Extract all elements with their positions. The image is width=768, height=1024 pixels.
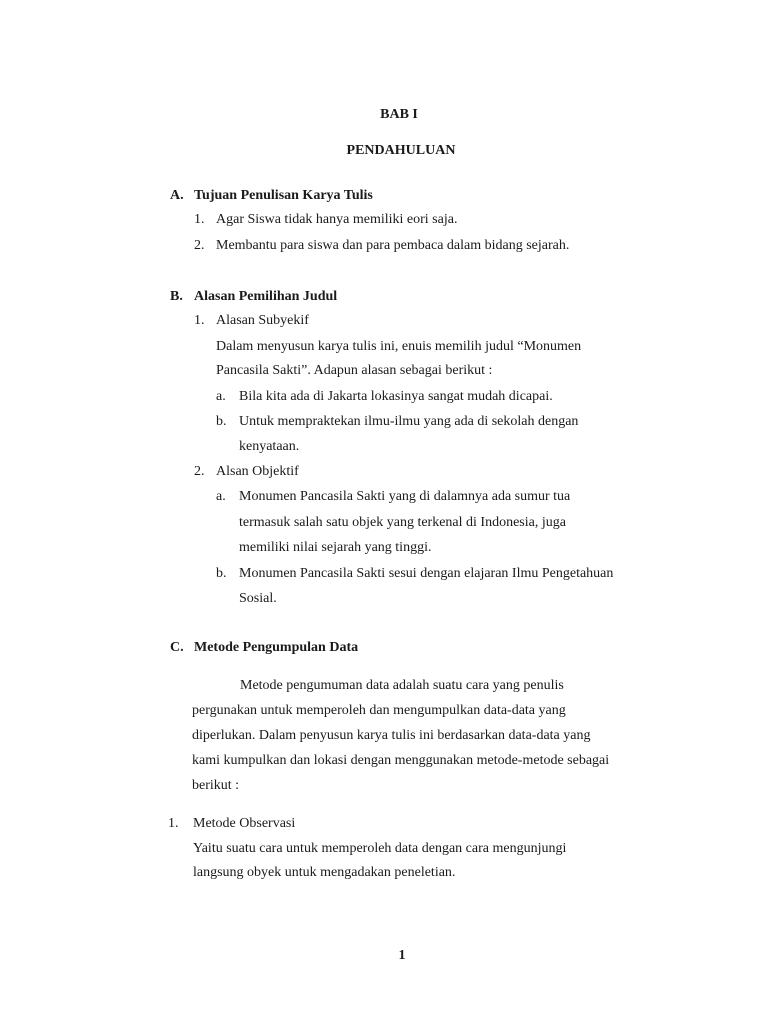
- list-item-text: Agar Siswa tidak hanya memiliki eori saja.: [216, 212, 458, 227]
- sub-item-text: memiliki nilai sejarah yang tinggi.: [239, 540, 432, 555]
- chapter-subtitle: PENDAHULUAN: [346, 143, 456, 158]
- paragraph-line: kami kumpulkan dan lokasi dengan menggunakan metode-metode sebagai: [192, 753, 610, 768]
- sub-item-letter: b.: [216, 414, 227, 429]
- list-item-label: Metode Observasi: [193, 816, 296, 831]
- list-item-number: 1.: [194, 212, 205, 227]
- paragraph-line: berikut :: [192, 778, 240, 793]
- paragraph-line: pergunakan untuk memperoleh dan mengumpulkan data-data yang: [192, 703, 566, 718]
- sub-item-letter: b.: [216, 566, 227, 581]
- page-number: 1: [398, 948, 406, 963]
- paragraph-line: Pancasila Sakti”. Adapun alasan sebagai berikut :: [216, 363, 493, 378]
- section-c-heading: Metode Pengumpulan Data: [194, 640, 359, 655]
- section-b-heading: Alasan Pemilihan Judul: [194, 289, 338, 304]
- section-b-letter: B.: [170, 289, 183, 304]
- section-a-letter: A.: [170, 188, 184, 203]
- sub-item-text: Untuk mempraktekan ilmu-ilmu yang ada di sekolah dengan: [239, 414, 579, 429]
- chapter-title: BAB I: [380, 107, 418, 122]
- paragraph-line: Dalam menyusun karya tulis ini, enuis memilih judul “Monumen: [216, 339, 582, 354]
- sub-item-text: Monumen Pancasila Sakti yang di dalamnya ada sumur tua: [239, 489, 571, 504]
- list-item-number: 2.: [194, 238, 205, 253]
- sub-item-text: Bila kita ada di Jakarta lokasinya sangat mudah dicapai.: [239, 389, 553, 404]
- sub-item-letter: a.: [216, 489, 226, 504]
- list-item-label: Alasan Subyekif: [216, 313, 309, 328]
- list-item-number: 1.: [168, 816, 179, 831]
- sub-item-letter: a.: [216, 389, 226, 404]
- sub-item-text: termasuk salah satu objek yang terkenal di Indonesia, juga: [239, 515, 566, 530]
- sub-item-text: kenyataan.: [239, 439, 300, 454]
- paragraph-line: Metode pengumuman data adalah suatu cara yang penulis: [240, 678, 564, 693]
- paragraph-line: Yaitu suatu cara untuk memperoleh data dengan cara mengunjungi: [193, 841, 567, 856]
- section-c-letter: C.: [170, 640, 184, 655]
- list-item-text: Membantu para siswa dan para pembaca dalam bidang sejarah.: [216, 238, 570, 253]
- list-item-number: 1.: [194, 313, 205, 328]
- sub-item-text: Sosial.: [239, 591, 277, 606]
- list-item-number: 2.: [194, 464, 205, 479]
- list-item-label: Alsan Objektif: [216, 464, 299, 479]
- sub-item-text: Monumen Pancasila Sakti sesui dengan elajaran Ilmu Pengetahuan: [239, 566, 614, 581]
- section-a-heading: Tujuan Penulisan Karya Tulis: [194, 188, 373, 203]
- paragraph-line: diperlukan. Dalam penyusun karya tulis ini berdasarkan data-data yang: [192, 728, 591, 743]
- paragraph-line: langsung obyek untuk mengadakan peneletian.: [193, 865, 456, 880]
